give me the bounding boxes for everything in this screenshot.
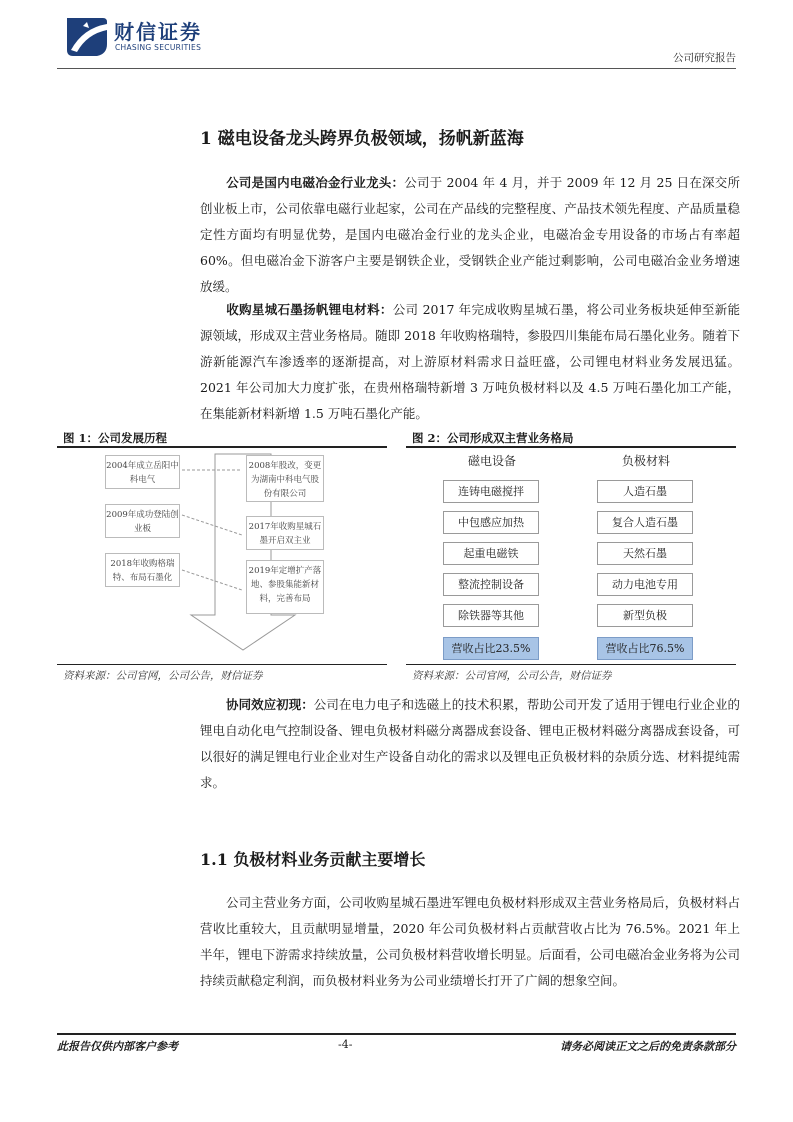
business-item: 整流控制设备 <box>443 573 539 596</box>
business-item: 起重电磁铁 <box>443 542 539 565</box>
page-number: -4- <box>338 1038 353 1051</box>
timeline-event: 2009年成功登陆创业板 <box>105 504 180 538</box>
paragraph-anode-growth <box>200 890 740 994</box>
brand-name-cn: 财信证券 <box>114 20 202 44</box>
timeline-event: 2018年收购格瑞特、布局石墨化 <box>105 553 180 587</box>
timeline-event: 2019年定增扩产落地、参股集能新材料，完善布局 <box>246 560 324 614</box>
header-divider <box>57 68 736 69</box>
business-item: 动力电池专用 <box>597 573 693 596</box>
paragraph-body: 公司在电力电子和选磁上的技术积累，帮助公司开发了适用于锂电行业企业的锂电自动化电气控制设备、锂电负极材料磁分离器成套设备、锂电正极材料磁分离器成套设备，可以很好的满足锂电行业企业对生产设备自动化的需求以及锂电正负极材料的杂质分选、材料提纯需求。 <box>200 697 740 790</box>
figure2-title: 图 2：公司形成双主营业务格局 <box>412 431 574 445</box>
business-item: 连铸电磁搅拌 <box>443 480 539 503</box>
paragraph-lead: 公司是国内电磁冶金行业龙头： <box>226 175 405 190</box>
business-item: 除铁器等其他 <box>443 604 539 627</box>
figure1-title: 图 1：公司发展历程 <box>63 431 168 445</box>
footer-divider <box>57 1033 736 1035</box>
brand-logo-icon <box>63 14 109 58</box>
footer-disclaimer-left: 此报告仅供内部客户参考 <box>57 1040 178 1053</box>
timeline-event: 2004年成立岳阳中科电气 <box>105 455 180 489</box>
revenue-share-badge: 营收占比76.5% <box>597 637 693 660</box>
timeline-event: 2017年收购星城石墨开启双主业 <box>246 516 324 550</box>
business-item: 人造石墨 <box>597 480 693 503</box>
figure2-top-rule <box>406 446 736 448</box>
paragraph-synergy <box>200 692 740 796</box>
figure2-source: 资料来源：公司官网，公司公告，财信证券 <box>412 670 612 682</box>
timeline-event: 2008年股改，变更为湖南中科电气股份有限公司 <box>246 455 324 502</box>
paragraph-acquisition <box>200 297 740 427</box>
column-header-magnetic-equipment: 磁电设备 <box>467 454 516 468</box>
paragraph-body: 公司 2017 年完成收购星城石墨，将公司业务板块延伸至新能源领域，形成双主营业务格局。随即 2018 年收购格瑞特，参股四川集能布局石墨化业务。随着下游新能源汽车渗透率的逐渐提高，对上游原材料需求日益旺盛，公司锂电材料业务发展迅猛。2021 年公司加大力度扩张，在贵州格瑞特新增 3 万吨负极材料以及 4.5 万吨石墨化加工产能，在集能新材料新增 1.5 万吨石墨化产能。 <box>200 302 740 421</box>
business-item: 中包感应加热 <box>443 511 539 534</box>
figure1-source: 资料来源：公司官网，公司公告，财信证券 <box>63 670 263 682</box>
paragraph-body: 公司主营业务方面，公司收购星城石墨进军锂电负极材料形成双主营业务格局后，负极材料占营收比重较大，且贡献明显增量，2020 年公司负极材料占贡献营收占比为 76.5%。2021 年上半年，锂电下游需求持续放量，公司负极材料营收增长明显。后面看，公司电磁冶金业务将为公司持续贡献稳定利润，而负极材料业务为公司业绩增长打开了广阔的想象空间。 <box>200 895 740 988</box>
paragraph-lead: 收购星城石墨扬帆锂电材料： <box>226 302 393 317</box>
revenue-share-badge: 营收占比23.5% <box>443 637 539 660</box>
paragraph-industry-leader <box>200 170 740 300</box>
report-type-label: 公司研究报告 <box>673 52 736 64</box>
footer-disclaimer-right: 请务必阅读正文之后的免责条款部分 <box>560 1040 736 1053</box>
figure1-top-rule <box>57 446 387 448</box>
section-title: 1 磁电设备龙头跨界负极领域，扬帆新蓝海 <box>200 129 524 149</box>
business-item: 天然石墨 <box>597 542 693 565</box>
figure1-bottom-rule <box>57 664 387 665</box>
paragraph-body: 公司于 2004 年 4 月，并于 2009 年 12 月 25 日在深交所创业板上市，公司依靠电磁行业起家，公司在产品线的完整程度、产品技术领先程度、产品质量稳定性方面均有明显优势，是国内电磁冶金行业的龙头企业，电磁冶金专用设备的市场占有率超 60%。但电磁冶金下游客户主要是钢铁企业，受钢铁企业产能过剩影响，公司电磁冶金业务增速放缓。 <box>200 175 740 294</box>
brand-name-en: CHASING SECURITIES <box>115 43 202 52</box>
business-item: 新型负极 <box>597 604 693 627</box>
column-header-anode-materials: 负极材料 <box>621 454 670 468</box>
paragraph-lead: 协同效应初现： <box>226 697 314 712</box>
subsection-title: 1.1 负极材料业务贡献主要增长 <box>200 850 426 869</box>
business-item: 复合人造石墨 <box>597 511 693 534</box>
figure2-bottom-rule <box>406 664 736 665</box>
